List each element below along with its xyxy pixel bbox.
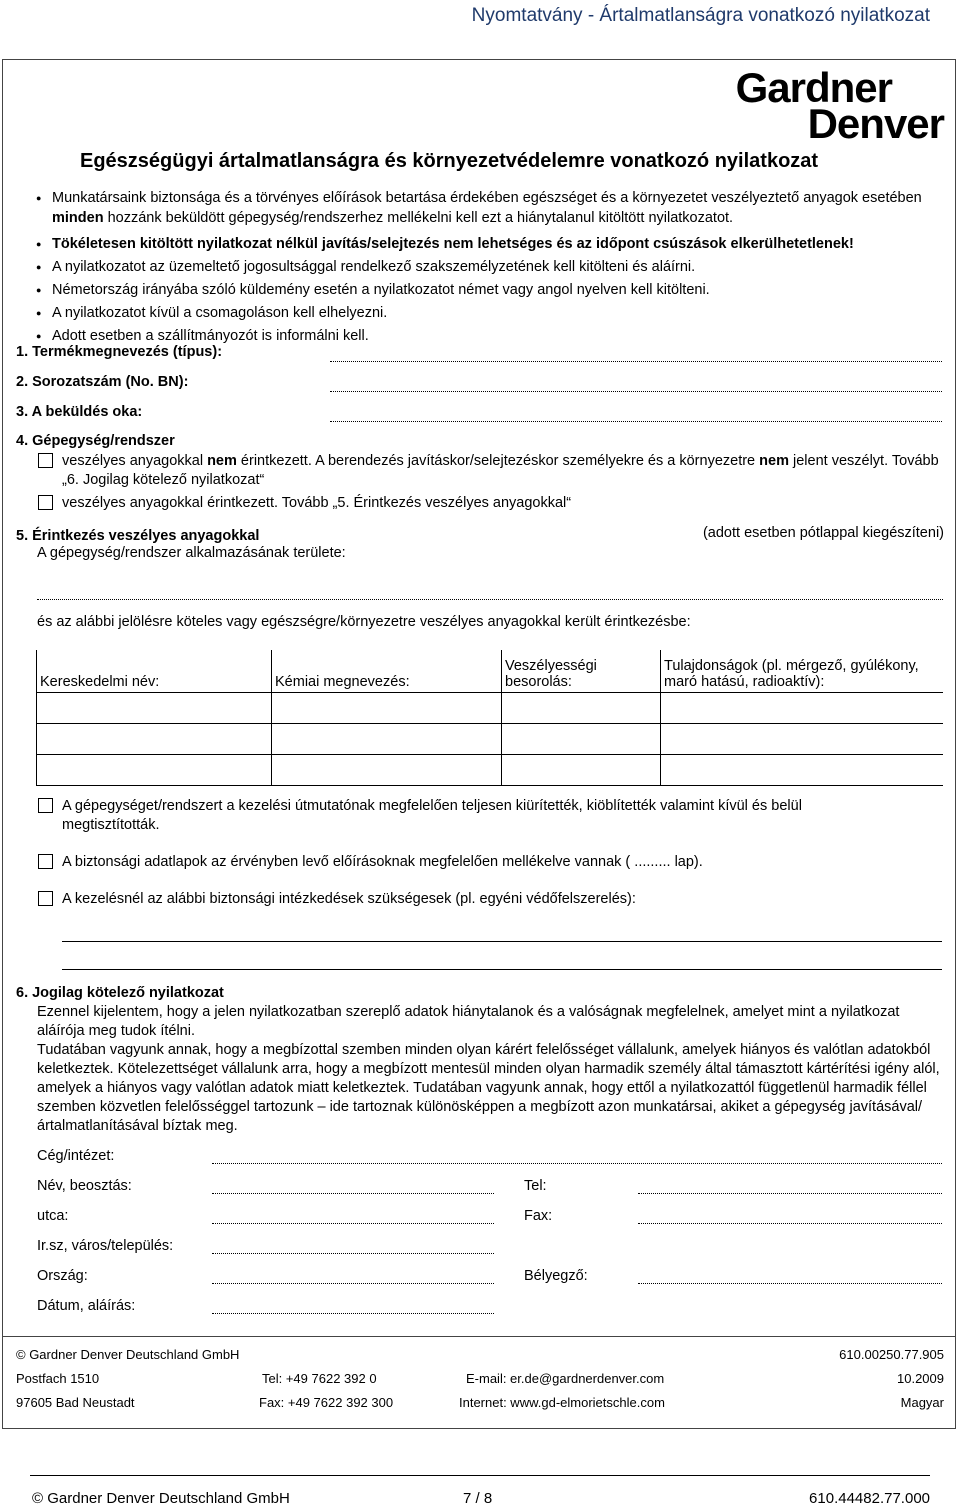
reason-label: 3. A beküldés oka: <box>16 404 143 420</box>
name-label: Név, beosztás: <box>37 1178 132 1194</box>
header-hazard-class: Veszélyességi besorolás: <box>502 650 661 692</box>
no-contact-text <box>62 452 942 490</box>
country-input[interactable] <box>212 1282 494 1284</box>
product-name-input[interactable] <box>330 360 942 362</box>
tel-input[interactable] <box>638 1192 942 1194</box>
emptied-cleaned-checkbox[interactable] <box>38 798 53 813</box>
safety-measures-checkbox[interactable] <box>38 891 53 906</box>
stamp-input[interactable] <box>638 1282 942 1284</box>
street-input[interactable] <box>212 1222 494 1224</box>
table-cell[interactable] <box>661 692 944 723</box>
hazardous-substances-table <box>36 650 943 786</box>
instruction-6: ● Adott esetben a szállítmányozót is informálni kell. <box>36 326 946 346</box>
city-input[interactable] <box>212 1252 494 1254</box>
footer-fax: Fax: +49 7622 392 300 <box>259 1395 394 1410</box>
safety-measures-input-2[interactable] <box>62 968 942 970</box>
table-cell[interactable] <box>37 723 272 754</box>
section-6-title: 6. Jogilag kötelező nyilatkozat <box>16 985 224 1001</box>
table-cell[interactable] <box>37 754 272 785</box>
footer-city: 97605 Bad Neustadt <box>16 1395 135 1410</box>
safety-sheets-text: A biztonsági adatlapok az érvényben levő előírásoknak megfelelően mellékelve vannak ( ......... lap). <box>62 854 703 870</box>
instruction-1-pre: Munkatársaink biztonsága és a törvényes előírások betartása érdekében egészséget és a környezetet veszélyeztető anyagok esetében <box>52 190 922 206</box>
table-cell[interactable] <box>502 692 661 723</box>
stamp-label: Bélyegző: <box>524 1268 588 1284</box>
table-header-row <box>37 650 944 692</box>
serial-number-input[interactable] <box>330 390 942 392</box>
contact-checkbox[interactable] <box>38 495 53 510</box>
city-label: Ir.sz, város/település: <box>37 1238 174 1254</box>
opt1-mid: érintkezett. A berendezés javításkor/selejtezéskor személyekre és a környezetre <box>236 453 760 469</box>
footer-internet: Internet: www.gd-elmorietschle.com <box>459 1395 665 1410</box>
product-name-label: 1. Termékmegnevezés (típus): <box>16 344 223 360</box>
contact-substances-text: és az alábbi jelölésre köteles vagy egészségre/környezetre veszélyes anyagokkal került érintkezésbe: <box>37 614 691 630</box>
instruction-4: ● Németország irányába szóló küldemény esetén a nyilatkozatot német vagy angol nyelven kell kitölteni. <box>36 280 946 300</box>
opt1-post: jelent veszélyt. Tovább „6. Jogilag kötelező nyilatkozat“ <box>62 453 939 488</box>
safety-measures-input-1[interactable] <box>62 940 942 942</box>
table-row <box>37 723 944 754</box>
page-footer-company: © Gardner Denver Deutschland GmbH <box>32 1490 290 1507</box>
usage-area-input[interactable] <box>37 598 943 600</box>
page-number: 7 / 8 <box>463 1490 493 1507</box>
table-cell[interactable] <box>37 692 272 723</box>
table-cell[interactable] <box>272 723 502 754</box>
table-cell[interactable] <box>502 723 661 754</box>
section-4-title: 4. Gépegység/rendszer <box>16 433 175 449</box>
page-footer-divider <box>30 1475 930 1476</box>
footer-divider <box>2 1336 956 1337</box>
instruction-1-bold: minden <box>52 210 104 226</box>
instruction-3: ● A nyilatkozatot az üzemeltető jogosultsággal rendelkező szakszemélyzetének kell kitölteni és aláírni. <box>36 257 946 277</box>
date-sign-input[interactable] <box>212 1312 494 1314</box>
fax-input[interactable] <box>638 1222 942 1224</box>
instruction-1 <box>36 188 946 228</box>
safety-sheets-checkbox[interactable] <box>38 854 53 869</box>
instruction-5: ● A nyilatkozatot kívül a csomagoláson kell elhelyezni. <box>36 303 946 323</box>
emptied-cleaned-text: A gépegységet/rendszert a kezelési útmutatónak megfelelően teljesen kiürítették, kiöblítették valamint kívül és belül megtisztították. <box>62 798 802 833</box>
footer-doc-code: 610.00250.77.905 <box>839 1347 944 1362</box>
instruction-2: ● Tökéletesen kitöltött nyilatkozat nélkül javítás/selejtezés nem lehetséges és az időpont csúszások elkerülhetetlenek! <box>36 234 946 254</box>
declaration-paragraph-1: Ezennel kijelentem, hogy a jelen nyilatkozatban szereplő adatok hiánytalanok és a valóságnak megfelelnek, amelyet mint a nyilatkozat aláírója meg tudok ítélni. <box>37 1004 900 1039</box>
opt1-bold2: nem <box>759 453 789 469</box>
street-label: utca: <box>37 1208 69 1224</box>
main-title: Egészségügyi ártalmatlanságra és környezetvédelemre vonatkozó nyilatkozat <box>80 150 819 172</box>
opt1-pre: veszélyes anyagokkal <box>62 453 208 469</box>
table-row <box>37 754 944 785</box>
table-cell[interactable] <box>272 754 502 785</box>
footer-tel: Tel: +49 7622 392 0 <box>262 1371 377 1386</box>
date-sign-label: Dátum, aláírás: <box>37 1298 136 1314</box>
opt1-bold: nem <box>207 453 237 469</box>
header-trade-name: Kereskedelmi név: <box>37 650 272 692</box>
fax-label: Fax: <box>524 1208 553 1224</box>
no-contact-checkbox[interactable] <box>38 453 53 468</box>
reason-input[interactable] <box>330 420 942 422</box>
logo-line-2: Denver <box>807 100 944 147</box>
table-row <box>37 692 944 723</box>
instruction-1-post: hozzánk beküldött gépegység/rendszerhez mellékelni kell ezt a hiánytalanul kitöltött nyilatkozatot. <box>103 210 734 226</box>
header-chemical-name: Kémiai megnevezés: <box>272 650 502 692</box>
contact-text: veszélyes anyagokkal érintkezett. Tovább „5. Érintkezés veszélyes anyagokkal“ <box>62 495 572 511</box>
document-header-title: Nyomtatvány - Ártalmatlanságra vonatkozó nyilatkozat <box>471 5 930 26</box>
footer-postbox: Postfach 1510 <box>16 1371 100 1386</box>
serial-number-label: 2. Sorozatszám (No. BN): <box>16 374 189 390</box>
page-footer-code: 610.44482.77.000 <box>809 1490 930 1507</box>
gardner-denver-logo <box>686 64 944 147</box>
footer-language: Magyar <box>900 1395 944 1410</box>
company-input[interactable] <box>212 1162 942 1164</box>
usage-area-label: A gépegység/rendszer alkalmazásának területe: <box>37 545 346 561</box>
country-label: Ország: <box>37 1268 88 1284</box>
company-label: Cég/intézet: <box>37 1148 115 1164</box>
logo-line-1: Gardner <box>735 64 892 111</box>
footer-copyright: © Gardner Denver Deutschland GmbH <box>16 1347 240 1362</box>
name-input[interactable] <box>212 1192 494 1194</box>
header-properties: Tulajdonságok (pl. mérgező, gyúlékony, maró hatású, radioaktív): <box>661 650 944 692</box>
footer-email: E-mail: er.de@gardnerdenver.com <box>466 1371 665 1386</box>
table-cell[interactable] <box>502 754 661 785</box>
tel-label: Tel: <box>524 1178 547 1194</box>
table-cell[interactable] <box>661 723 944 754</box>
safety-measures-text: A kezelésnél az alábbi biztonsági intézkedések szükségesek (pl. egyéni védőfelszerelés): <box>62 891 636 907</box>
section-5-title: 5. Érintkezés veszélyes anyagokkal <box>16 528 260 544</box>
declaration-paragraph-2: Tudatában vagyunk annak, hogy a megbízottal szemben minden olyan kárért felelősséget vállalunk, amelyek hiányos és valótlan adatokból keletkeztek. Kötelezettséget vállalunk arra, hogy a megbízott mentesül minden olyan harmadik személy által támasztott kártérítési igény alól, amelyek a hiányos vagy valótlan adatok miatt keletkeztek. Tudatában vagyunk annak, hogy ettől a nyilatkozattól függetlenül harmadik féllel szemben közvetlen felelősséggel tartozunk – ide tartoznak különösképpen a megbízott azon munkatársai, akiket a gépegység javításával/ártalmatlanításával bíztak meg. <box>37 1042 940 1134</box>
table-cell[interactable] <box>272 692 502 723</box>
supplement-note: (adott esetben pótlappal kiegészíteni) <box>702 525 944 541</box>
footer-date: 10.2009 <box>897 1371 944 1386</box>
instruction-list <box>36 188 946 346</box>
table-cell[interactable] <box>661 754 944 785</box>
